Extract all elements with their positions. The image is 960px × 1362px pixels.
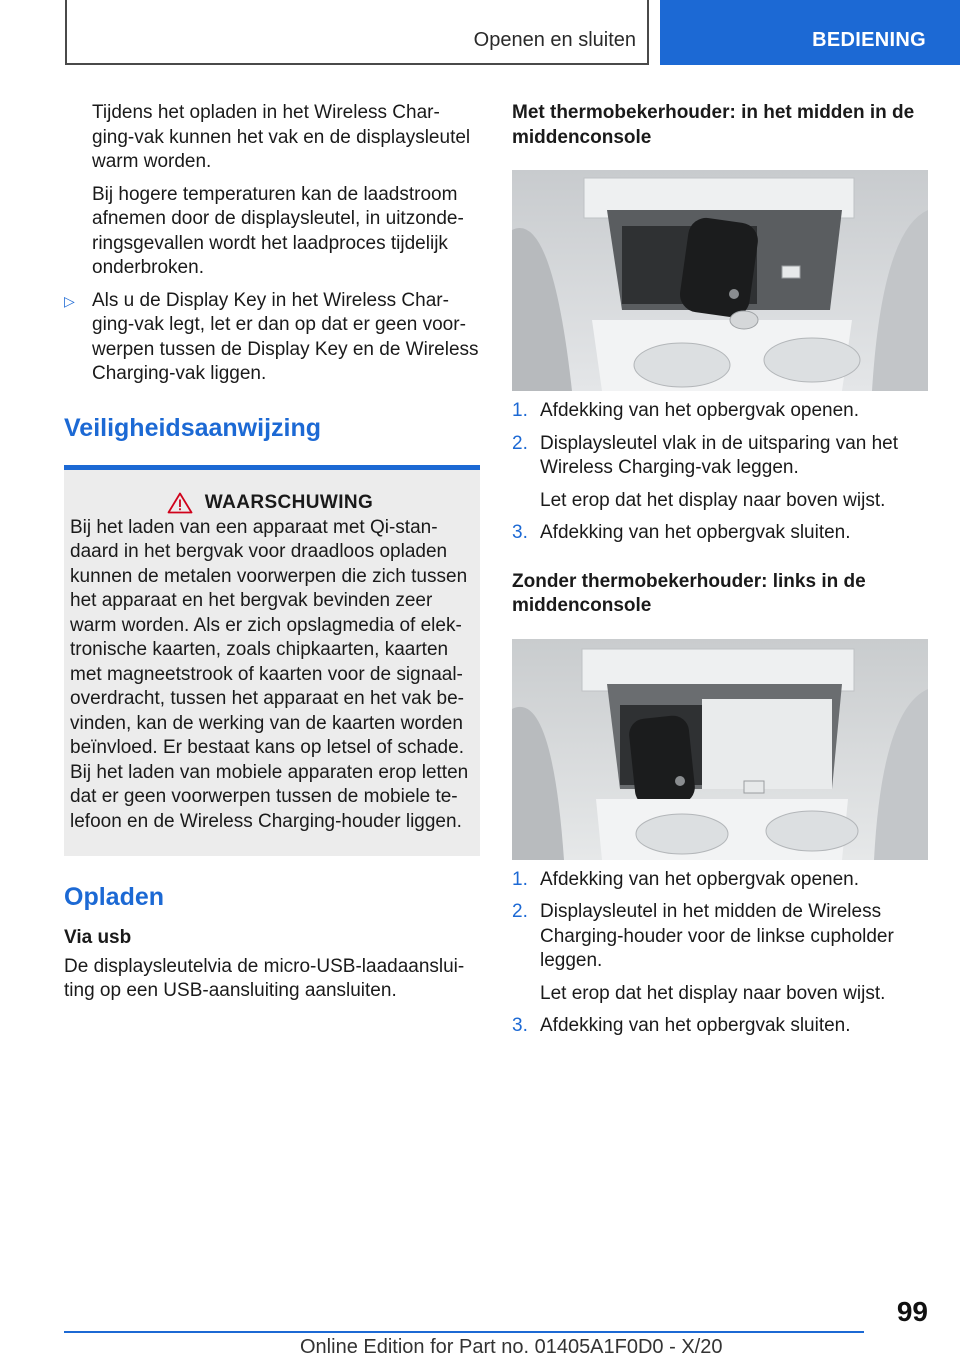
step-number: 2. — [512, 432, 528, 454]
step-text: Displaysleutel vlak in de uitsparing van het Wireless Charging-vak leggen. — [540, 432, 899, 478]
console-illustration-2 — [512, 639, 928, 860]
steps-list-1 — [512, 399, 928, 481]
with-cupholder-heading: Met thermobekerhouder: in het midden in de middenconsole — [512, 102, 915, 148]
console-illustration-1 — [512, 170, 928, 391]
without-cupholder-heading: Zonder thermobekerhouder: links in de middenconsole — [512, 570, 866, 616]
steps-list-1b — [512, 521, 928, 546]
list-item — [512, 521, 928, 546]
step-number: 2. — [512, 901, 528, 922]
header-right-rule — [647, 0, 649, 64]
step-number: 3. — [512, 1015, 528, 1036]
step-note: Let erop dat het display naar boven wijst. — [540, 489, 886, 511]
list-item — [512, 399, 928, 424]
safety-heading: Veiligheidsaanwijzing — [64, 413, 322, 442]
warning-box — [64, 470, 480, 857]
step-text: Displaysleutel in het midden de Wireless Charging-houder voor de linkse cupholder leggen. — [540, 901, 894, 971]
console-photo-without-cupholder — [512, 639, 928, 860]
charging-heat-paragraph: Tijdens het opladen in het Wireless Char-ging-vak kunnen het vak en de displaysleutel warm worden. — [92, 102, 471, 172]
step-text: Afdekking van het opbergvak sluiten. — [540, 522, 851, 543]
console-photo-with-cupholder — [512, 170, 928, 391]
list-item — [512, 868, 928, 893]
header-left-rule — [65, 0, 67, 64]
bullet-text: Als u de Display Key in het Wireless Char-ging-vak legt, let er dan op dat er geen voor-werpen tussen de Display Key en de Wireless Charging-vak liggen. — [92, 289, 479, 384]
list-item — [512, 1014, 928, 1039]
charging-temperature-paragraph: Bij hogere temperaturen kan de laadstroom afnemen door de displaysleutel, in uitzonde-ringsgevallen wordt het laadproces tijdelijk onderbroken. — [92, 183, 464, 278]
warning-text: Bij het laden van een apparaat met Qi-stan-daard in het bergvak voor draadloos opladen kunnen de metalen voorwerpen die zich tussen het apparaat en het bergvak bevinden zeer warm worden. Als er zich opslagmedia of elek-tronische kaarten, zoals chipkaarten, kaarten met magneetstrook of kaarten voor de signaal-overdracht, tussen het apparaat en het vak be-vinden, kan de werking van de kaarten worden beïnvloed. Er bestaat kans op letsel of schade. Bij het laden van mobiele apparaten erop letten dat er geen voorwerpen tussen de mobiele te-lefoon en de Wireless Charging-houder liggen. — [70, 516, 469, 832]
warning-triangle-icon — [167, 492, 193, 514]
right-column — [512, 101, 928, 1039]
step-note: Let erop dat het display naar boven wijst. — [540, 982, 886, 1004]
list-item — [64, 289, 480, 387]
page-number: 99 — [896, 1296, 928, 1327]
list-item — [512, 432, 928, 481]
warning-header — [70, 492, 470, 514]
footer-rule — [64, 1331, 864, 1333]
warning-title: WAARSCHUWING — [204, 491, 374, 513]
charging-heading: Opladen — [64, 883, 165, 911]
usb-subheading: Via usb — [64, 927, 132, 948]
header-bottom-rule — [65, 63, 649, 65]
usb-paragraph: De displaysleutelvia de micro-USB-laadaanslui-ting op een USB-aansluiting aansluiten. — [64, 955, 465, 1001]
left-column — [64, 101, 480, 1004]
edition-footer: Online Edition for Part no. 01405A1F0D0 - X/20 — [300, 1336, 723, 1358]
step-number: 3. — [512, 522, 528, 543]
steps-list-2 — [512, 868, 928, 974]
steps-list-2b — [512, 1014, 928, 1039]
step-text: Afdekking van het opbergvak openen. — [540, 868, 860, 890]
header-section-title: Openen en sluiten — [473, 29, 636, 51]
list-item — [512, 900, 928, 974]
step-number: 1. — [512, 400, 528, 421]
step-number: 1. — [512, 868, 528, 890]
step-text: Afdekking van het opbergvak openen. — [540, 400, 860, 421]
header-chapter-tab[interactable]: BEDIENING — [660, 0, 960, 65]
triangle-bullet-icon: ▷ — [64, 292, 75, 309]
step-text: Afdekking van het opbergvak sluiten. — [540, 1015, 851, 1036]
